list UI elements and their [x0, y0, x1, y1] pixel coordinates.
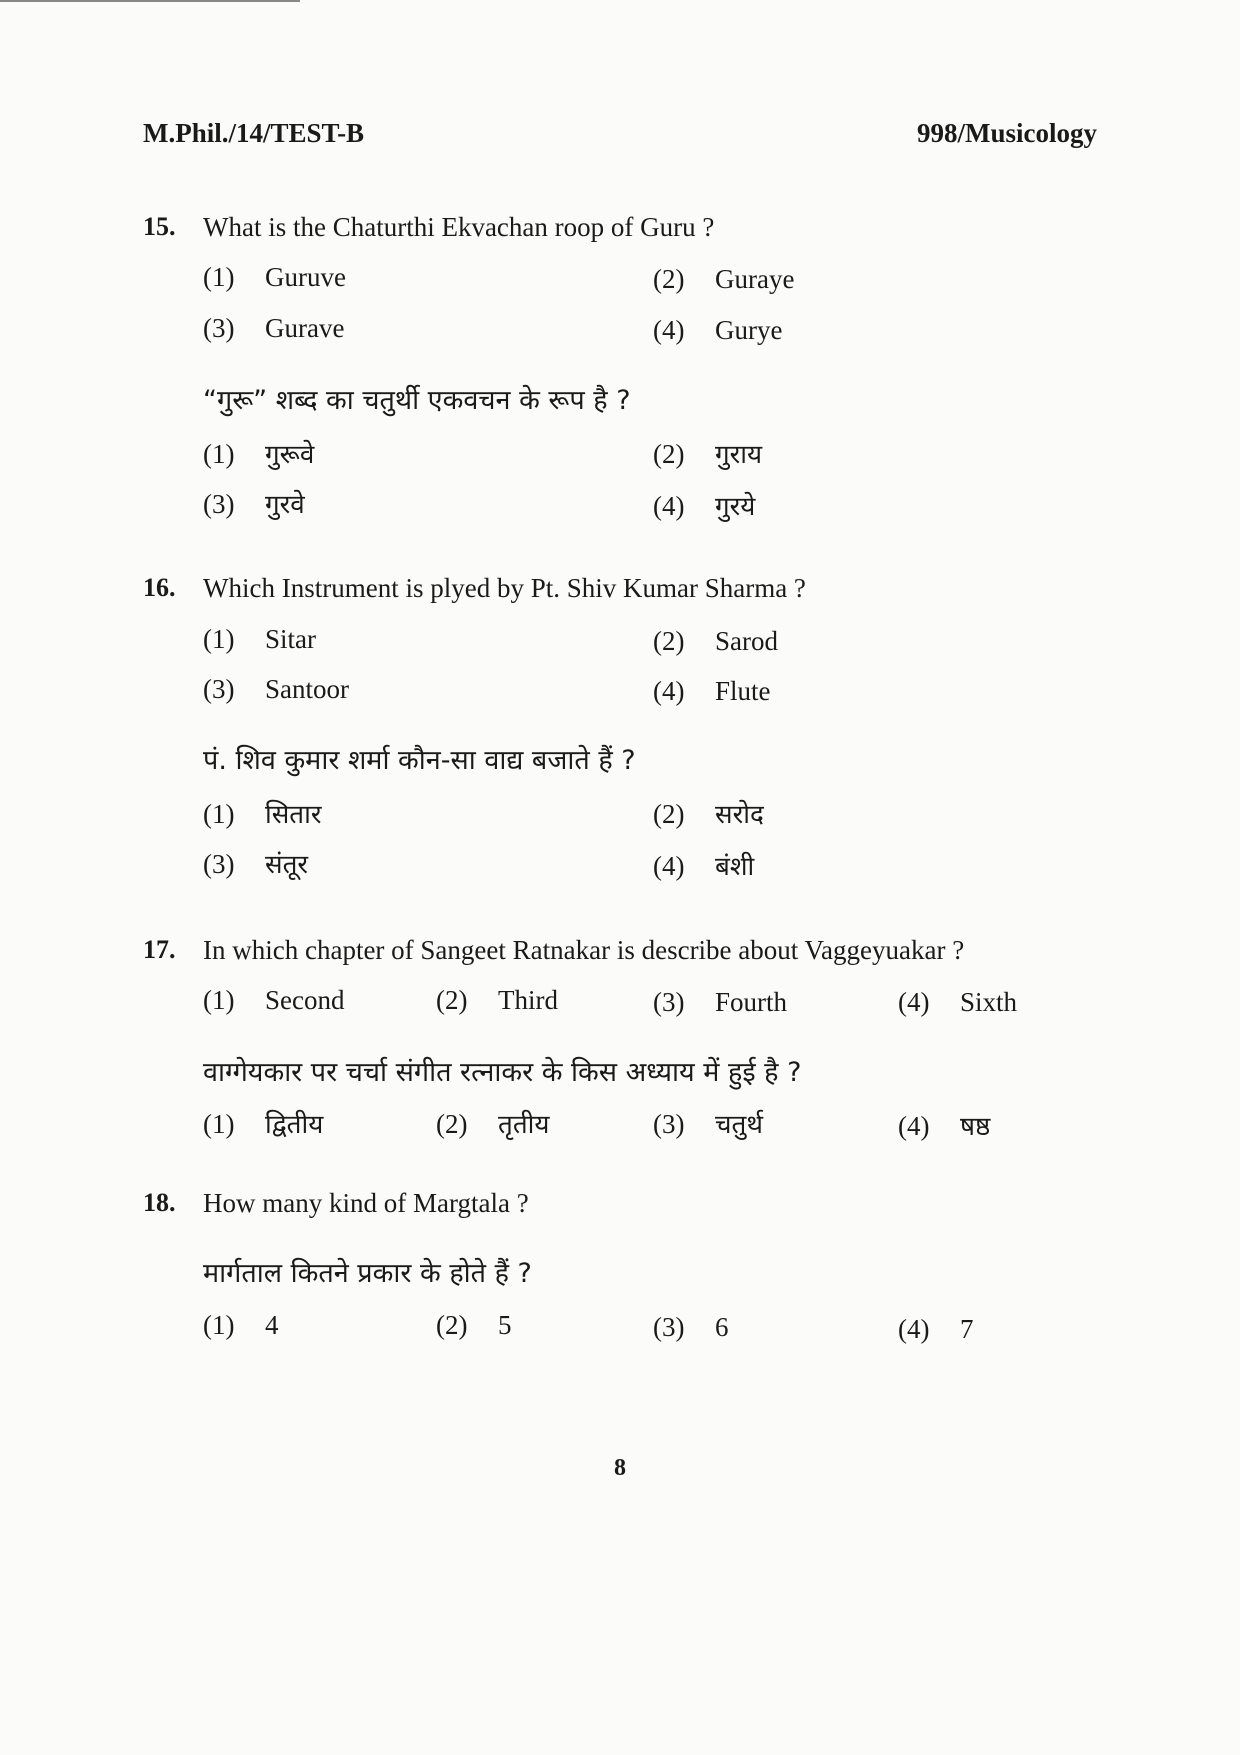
option-text: बंशी — [715, 852, 755, 882]
option-4 — [898, 987, 1017, 1018]
option-2 — [653, 264, 794, 295]
option-number: (2) — [653, 799, 685, 829]
option-text: संतूर — [265, 850, 309, 880]
option-number: (4) — [898, 1111, 930, 1141]
option-3 — [653, 1312, 729, 1343]
exam-code: M.Phil./14/TEST-B — [143, 118, 365, 148]
hindi-option-4 — [653, 487, 755, 523]
hindi-option-1 — [203, 435, 314, 471]
option-text: तृतीय — [498, 1110, 550, 1140]
option-text: Santoor — [265, 674, 349, 704]
question-text: Which Instrument is plyed by Pt. Shiv Kumar Sharma ? — [203, 573, 806, 603]
subject-code: 998/Musicology — [917, 118, 1097, 148]
option-number: (1) — [203, 624, 235, 654]
option-text: Guraye — [715, 264, 795, 294]
option-text: 7 — [960, 1314, 974, 1344]
option-number: (1) — [203, 262, 235, 292]
question-text: What is the Chaturthi Ekvachan roop of Guru ? — [203, 212, 715, 242]
hindi-option-2 — [653, 795, 764, 831]
option-text: गुराय — [715, 440, 763, 470]
option-4 — [653, 315, 782, 346]
question-hindi-text: मार्गताल कितने प्रकार के होते हैं ? — [203, 1258, 532, 1289]
question-hindi-text: पं. शिव कुमार शर्मा कौन-सा वाद्य बजाते हैं ? — [203, 745, 636, 776]
question-number: 17. — [143, 935, 176, 964]
option-number: (3) — [653, 1109, 685, 1139]
option-number: (4) — [653, 315, 685, 345]
hindi-option-3 — [203, 485, 305, 521]
option-number: (1) — [203, 985, 235, 1015]
hindi-option-4 — [898, 1107, 990, 1143]
top-rule — [0, 0, 300, 2]
option-number: (2) — [653, 439, 685, 469]
option-4 — [898, 1314, 974, 1345]
option-text: 4 — [265, 1310, 279, 1340]
option-text: चतुर्थ — [715, 1110, 763, 1140]
option-text: Flute — [715, 676, 771, 706]
question-text: In which chapter of Sangeet Ratnakar is describe about Vaggeyuakar ? — [203, 935, 965, 965]
option-number: (4) — [898, 987, 930, 1017]
option-1 — [203, 624, 316, 655]
option-text: द्वितीय — [265, 1110, 324, 1140]
option-number: (3) — [203, 849, 235, 879]
option-number: (1) — [203, 1310, 235, 1340]
option-text: गुरवे — [265, 490, 305, 520]
hindi-option-1 — [203, 795, 322, 831]
option-number: (4) — [653, 676, 685, 706]
hindi-option-3 — [653, 1105, 763, 1141]
question-text: How many kind of Margtala ? — [203, 1188, 529, 1218]
option-4 — [653, 676, 771, 707]
option-text: गुरये — [715, 492, 756, 522]
option-text: षष्ठ — [960, 1112, 991, 1142]
option-number: (3) — [653, 1312, 685, 1342]
option-text: Gurye — [715, 315, 783, 345]
option-text: Guruve — [265, 262, 346, 292]
question-number: 16. — [143, 573, 176, 602]
option-text: Third — [498, 985, 558, 1015]
option-text: गुरूवे — [265, 440, 315, 470]
option-number: (1) — [203, 799, 235, 829]
question-hindi-text: वाग्गेयकार पर चर्चा संगीत रत्नाकर के किस अध्याय में हुई है ? — [203, 1057, 802, 1088]
option-number: (1) — [203, 439, 235, 469]
option-text: Sarod — [715, 626, 778, 656]
option-3 — [653, 987, 787, 1018]
option-number: (4) — [653, 851, 685, 881]
hindi-option-2 — [436, 1105, 549, 1141]
option-3 — [203, 674, 349, 705]
hindi-option-3 — [203, 845, 308, 881]
option-text: सितार — [265, 800, 322, 830]
option-text: Sixth — [960, 987, 1018, 1017]
option-number: (1) — [203, 1109, 235, 1139]
page-header — [143, 118, 1097, 158]
option-number: (4) — [898, 1314, 930, 1344]
question-hindi-text: “गुरू” शब्द का चतुर्थी एकवचन के रूप है ? — [203, 385, 631, 416]
option-number: (2) — [436, 1109, 468, 1139]
page-number: 8 — [614, 1455, 626, 1481]
option-text: सरोद — [715, 800, 764, 830]
option-text: Sitar — [265, 624, 316, 654]
option-number: (2) — [653, 626, 685, 656]
option-text: 5 — [498, 1310, 512, 1340]
option-number: (3) — [203, 489, 235, 519]
option-2 — [436, 985, 558, 1016]
option-text: Gurave — [265, 313, 345, 343]
hindi-option-2 — [653, 435, 762, 471]
option-number: (3) — [203, 313, 235, 343]
option-number: (2) — [436, 985, 468, 1015]
option-number: (3) — [653, 987, 685, 1017]
hindi-option-4 — [653, 847, 754, 883]
option-3 — [203, 313, 344, 344]
option-number: (3) — [203, 674, 235, 704]
option-number: (4) — [653, 491, 685, 521]
question-number: 18. — [143, 1188, 176, 1217]
option-1 — [203, 1310, 279, 1341]
question-number: 15. — [143, 212, 176, 241]
hindi-option-1 — [203, 1105, 323, 1141]
option-1 — [203, 985, 344, 1016]
option-text: Second — [265, 985, 345, 1015]
option-number: (2) — [653, 264, 685, 294]
option-2 — [436, 1310, 512, 1341]
option-text: 6 — [715, 1312, 729, 1342]
option-text: Fourth — [715, 987, 788, 1017]
option-number: (2) — [436, 1310, 468, 1340]
option-1 — [203, 262, 346, 293]
option-2 — [653, 626, 778, 657]
